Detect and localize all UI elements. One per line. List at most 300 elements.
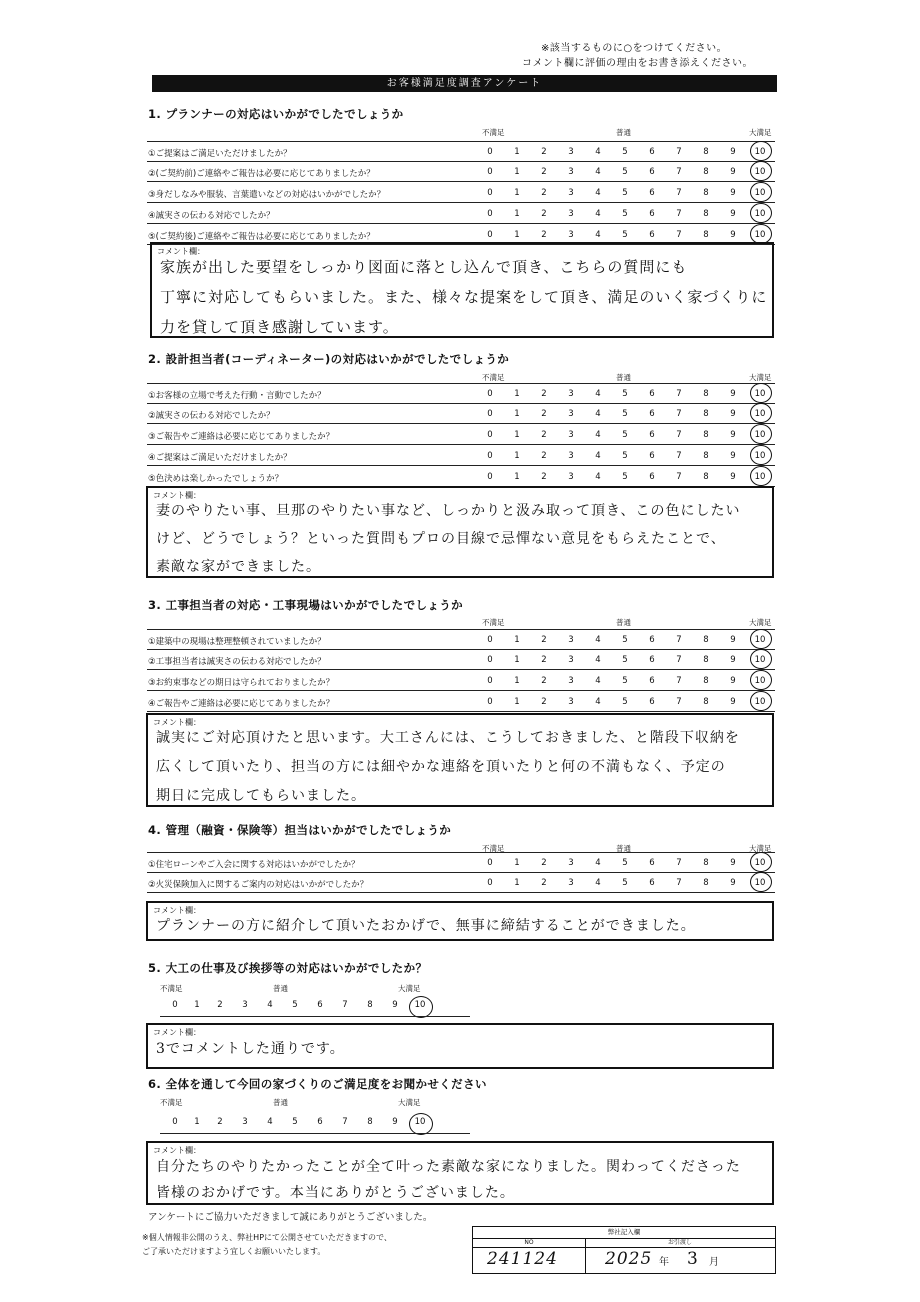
rating-option-10[interactable]: 10 (754, 697, 766, 707)
rating-option-6[interactable]: 6 (649, 188, 655, 198)
rating-option-6[interactable]: 6 (649, 389, 655, 399)
instruction-note-1: ※該当するものに○をつけてください。 (541, 43, 728, 54)
rating-option-10[interactable]: 10 (754, 230, 766, 240)
rating-option-3[interactable]: 3 (568, 697, 574, 707)
rating-option-8[interactable]: 8 (703, 878, 709, 888)
selected-rating-circle (750, 424, 772, 444)
section-title-2: 2. 設計担当者(コーディネーター)の対応はいかがでしたでしょうか (148, 352, 510, 366)
rating-option-10[interactable]: 10 (754, 430, 766, 440)
rating-option-7[interactable]: 7 (676, 635, 682, 645)
rating-option-6[interactable]: 6 (649, 409, 655, 419)
rating-option-5[interactable]: 5 (622, 635, 628, 645)
scale-low-label: 不満足 (482, 618, 505, 627)
comment-line: 素敵な家ができました。 (156, 559, 321, 575)
rating-option-4[interactable]: 4 (595, 188, 601, 198)
question-row (147, 671, 775, 691)
rating-option-8[interactable]: 8 (703, 188, 709, 198)
rating-option-2[interactable]: 2 (541, 697, 547, 707)
rating-option-9[interactable]: 9 (730, 472, 736, 482)
selected-rating-circle (750, 466, 772, 486)
question-row (147, 852, 775, 873)
rating-option-10[interactable]: 10 (754, 389, 766, 399)
question-text: ①お客様の立場で考えた行動・言動でしたか？ (148, 391, 326, 401)
rating-option-8[interactable]: 8 (703, 858, 709, 868)
survey-title-banner: お客様満足度調査アンケート (152, 75, 777, 92)
scale-line (160, 1016, 470, 1017)
rating-option-7[interactable]: 7 (676, 878, 682, 888)
rating-option-2[interactable]: 2 (541, 676, 547, 686)
scale-high-label: 大満足 (749, 844, 772, 853)
scale-low-label: 不満足 (160, 1098, 183, 1107)
rating-option-9[interactable]: 9 (730, 655, 736, 665)
rating-option-1[interactable]: 1 (514, 409, 520, 419)
rating-option-2[interactable]: 2 (541, 389, 547, 399)
comment-label: コメント欄： (153, 491, 201, 500)
question-row (147, 446, 775, 466)
rating-option-6[interactable]: 6 (649, 472, 655, 482)
rating-option-0[interactable]: 0 (487, 635, 493, 645)
question-row (147, 141, 775, 162)
rating-option-0[interactable]: 0 (487, 472, 493, 482)
rating-option-7[interactable]: 7 (676, 655, 682, 665)
rating-option-9[interactable]: 9 (730, 451, 736, 461)
rating-option-4[interactable]: 4 (595, 409, 601, 419)
section-title-6: 6. 全体を通して今回の家づくりのご満足度をお聞かせください (148, 1077, 487, 1091)
year-suffix: 年 (659, 1257, 669, 1268)
comment-box (146, 486, 774, 578)
scale-mid-label: 普通 (616, 373, 631, 382)
rating-option-1[interactable]: 1 (514, 230, 520, 240)
rating-option-9[interactable]: 9 (730, 409, 736, 419)
rating-option-5[interactable]: 5 (622, 451, 628, 461)
question-row (147, 650, 775, 670)
scale-high-label: 大満足 (749, 128, 772, 137)
rating-option-10[interactable]: 10 (754, 409, 766, 419)
rating-option-8[interactable]: 8 (703, 389, 709, 399)
rating-option-2[interactable]: 2 (541, 635, 547, 645)
rating-option-9[interactable]: 9 (730, 167, 736, 177)
selected-rating-circle (750, 629, 772, 649)
question-text: ②(ご契約前)ご連絡やご報告は必要に応じてありましたか？ (148, 169, 375, 179)
comment-line: 家族が出した要望をしっかり図面に落とし込んで頂き、こちらの質問にも (160, 258, 688, 276)
comment-line: 自分たちのやりたかったことが全て叶った素敵な家になりました。関わってくださった (156, 1159, 741, 1175)
question-text: ③身だしなみや服装、言葉遣いなどの対応はいかがでしたか？ (148, 190, 386, 200)
rating-option-7[interactable]: 7 (676, 409, 682, 419)
rating-option-1[interactable]: 1 (514, 451, 520, 461)
rating-option-0[interactable]: 0 (172, 1000, 178, 1010)
rating-option-6[interactable]: 6 (649, 697, 655, 707)
rating-option-0[interactable]: 0 (487, 167, 493, 177)
rating-option-4[interactable]: 4 (595, 167, 601, 177)
selected-rating-circle (409, 1113, 433, 1135)
scale-low-label: 不満足 (160, 984, 183, 993)
rating-option-4[interactable]: 4 (595, 147, 601, 157)
thanks-text: アンケートにご協力いただきまして誠にありがとうございました。 (148, 1212, 433, 1223)
handover-month: 3 (687, 1249, 699, 1269)
question-text: ③お約束事などの期日は守られておりましたか？ (148, 678, 335, 688)
rating-option-5[interactable]: 5 (622, 697, 628, 707)
rating-option-3[interactable]: 3 (568, 409, 574, 419)
question-row (147, 162, 775, 182)
rating-option-6[interactable]: 6 (649, 209, 655, 219)
rating-option-6[interactable]: 6 (649, 451, 655, 461)
rating-option-7[interactable]: 7 (676, 451, 682, 461)
rating-option-7[interactable]: 7 (676, 676, 682, 686)
rating-option-6[interactable]: 6 (649, 230, 655, 240)
rating-option-8[interactable]: 8 (703, 451, 709, 461)
rating-option-8[interactable]: 8 (703, 167, 709, 177)
comment-line: 3でコメントした通りです。 (156, 1041, 345, 1057)
rating-option-3[interactable]: 3 (568, 451, 574, 461)
question-text: ⑤色決めは楽しかったでしょうか？ (148, 474, 284, 484)
scale-high-label: 大満足 (749, 373, 772, 382)
rating-option-4[interactable]: 4 (595, 430, 601, 440)
rating-option-0[interactable]: 0 (487, 209, 493, 219)
rating-option-7[interactable]: 7 (342, 1117, 348, 1127)
rating-option-5[interactable]: 5 (622, 147, 628, 157)
rating-option-9[interactable]: 9 (730, 209, 736, 219)
scale-low-label: 不満足 (482, 128, 505, 137)
rating-option-7[interactable]: 7 (676, 858, 682, 868)
rating-option-8[interactable]: 8 (703, 635, 709, 645)
rating-option-0[interactable]: 0 (487, 188, 493, 198)
rating-option-3[interactable]: 3 (568, 472, 574, 482)
rating-option-9[interactable]: 9 (730, 635, 736, 645)
rating-option-6[interactable]: 6 (649, 167, 655, 177)
record-number: 241124 (487, 1249, 558, 1269)
rating-option-10[interactable]: 10 (754, 209, 766, 219)
rating-option-4[interactable]: 4 (595, 697, 601, 707)
rating-option-6[interactable]: 6 (649, 655, 655, 665)
rating-option-7[interactable]: 7 (676, 167, 682, 177)
rating-option-4[interactable]: 4 (595, 472, 601, 482)
scale-mid-label: 普通 (616, 618, 631, 627)
scale-line (160, 1133, 470, 1134)
rating-option-1[interactable]: 1 (514, 389, 520, 399)
rating-option-8[interactable]: 8 (703, 430, 709, 440)
rating-option-4[interactable]: 4 (595, 389, 601, 399)
rating-option-5[interactable]: 5 (622, 389, 628, 399)
rating-option-1[interactable]: 1 (514, 167, 520, 177)
rating-option-3[interactable]: 3 (568, 188, 574, 198)
office-use-box (472, 1226, 776, 1274)
rating-option-0[interactable]: 0 (487, 409, 493, 419)
comment-line: 丁寧に対応してもらいました。また、様々な提案をして頂き、満足のいく家づくりに (160, 288, 768, 306)
rating-option-1[interactable]: 1 (514, 635, 520, 645)
rating-option-1[interactable]: 1 (514, 655, 520, 665)
scale-mid-label: 普通 (273, 1098, 288, 1107)
rating-option-9[interactable]: 9 (730, 676, 736, 686)
rating-option-6[interactable]: 6 (649, 676, 655, 686)
section-title-5: 5. 大工の仕事及び挨拶等の対応はいかがでしたか？ (148, 961, 428, 975)
rating-option-9[interactable]: 9 (730, 430, 736, 440)
rating-option-1[interactable]: 1 (514, 878, 520, 888)
instruction-note-2: コメント欄に評価の理由をお書き添えください。 (522, 58, 753, 69)
question-text: ③ご報告やご連絡は必要に応じてありましたか？ (148, 432, 335, 442)
rating-option-8[interactable]: 8 (703, 209, 709, 219)
comment-label: コメント欄： (153, 906, 201, 915)
rating-option-0[interactable]: 0 (487, 389, 493, 399)
rating-option-0[interactable]: 0 (487, 878, 493, 888)
rating-option-9[interactable]: 9 (730, 858, 736, 868)
rating-option-2[interactable]: 2 (541, 430, 547, 440)
question-text: ④ご報告やご連絡は必要に応じてありましたか？ (148, 699, 335, 709)
rating-option-4[interactable]: 4 (267, 1000, 273, 1010)
rating-option-2[interactable]: 2 (541, 858, 547, 868)
scale-low-label: 不満足 (482, 373, 505, 382)
rating-option-10[interactable]: 10 (754, 188, 766, 198)
rating-option-9[interactable]: 9 (730, 230, 736, 240)
rating-option-0[interactable]: 0 (487, 655, 493, 665)
rating-option-8[interactable]: 8 (703, 655, 709, 665)
rating-option-7[interactable]: 7 (342, 1000, 348, 1010)
selected-rating-circle (750, 649, 772, 669)
rating-option-9[interactable]: 9 (730, 697, 736, 707)
rating-option-10[interactable]: 10 (754, 676, 766, 686)
rating-option-3[interactable]: 3 (242, 1117, 248, 1127)
rating-option-4[interactable]: 4 (595, 230, 601, 240)
rating-option-0[interactable]: 0 (487, 147, 493, 157)
rating-option-10[interactable]: 10 (754, 635, 766, 645)
rating-option-9[interactable]: 9 (392, 1000, 398, 1010)
scale-high-label: 大満足 (398, 1098, 421, 1107)
rating-option-5[interactable]: 5 (622, 409, 628, 419)
rating-option-10[interactable]: 10 (414, 1117, 426, 1127)
rating-option-8[interactable]: 8 (367, 1000, 373, 1010)
rating-option-0[interactable]: 0 (172, 1117, 178, 1127)
handover-year: 2025 (605, 1249, 653, 1269)
rating-option-3[interactable]: 3 (242, 1000, 248, 1010)
rating-option-1[interactable]: 1 (514, 188, 520, 198)
rating-option-5[interactable]: 5 (622, 878, 628, 888)
rating-option-1[interactable]: 1 (514, 472, 520, 482)
rating-option-5[interactable]: 5 (292, 1000, 298, 1010)
rating-option-10[interactable]: 10 (754, 167, 766, 177)
section-title-4: 4. 管理（融資・保険等）担当はいかがでしたでしょうか (148, 823, 452, 837)
selected-rating-circle (750, 224, 772, 244)
rating-option-5[interactable]: 5 (292, 1117, 298, 1127)
rating-option-1[interactable]: 1 (514, 858, 520, 868)
rating-option-3[interactable]: 3 (568, 878, 574, 888)
rating-option-6[interactable]: 6 (649, 430, 655, 440)
rating-option-7[interactable]: 7 (676, 472, 682, 482)
rating-option-6[interactable]: 6 (649, 147, 655, 157)
rating-option-2[interactable]: 2 (541, 167, 547, 177)
rating-option-8[interactable]: 8 (703, 697, 709, 707)
rating-option-4[interactable]: 4 (595, 209, 601, 219)
rating-option-8[interactable]: 8 (703, 676, 709, 686)
rating-option-2[interactable]: 2 (541, 472, 547, 482)
rating-option-2[interactable]: 2 (541, 188, 547, 198)
rating-option-4[interactable]: 4 (595, 451, 601, 461)
rating-option-7[interactable]: 7 (676, 389, 682, 399)
question-row (147, 183, 775, 203)
question-row (147, 629, 775, 650)
rating-option-3[interactable]: 3 (568, 655, 574, 665)
rating-option-1[interactable]: 1 (514, 430, 520, 440)
rating-option-5[interactable]: 5 (622, 167, 628, 177)
rating-option-5[interactable]: 5 (622, 430, 628, 440)
rating-option-0[interactable]: 0 (487, 430, 493, 440)
selected-rating-circle (409, 996, 433, 1018)
privacy-note-1: ※個人情報非公開のうえ、弊社HPにて公開させていただきますので、 (142, 1233, 392, 1242)
handover-label: お引渡し (585, 1238, 775, 1248)
comment-box (146, 901, 774, 941)
rating-option-6[interactable]: 6 (649, 858, 655, 868)
rating-option-7[interactable]: 7 (676, 230, 682, 240)
rating-option-8[interactable]: 8 (703, 409, 709, 419)
rating-option-2[interactable]: 2 (217, 1117, 223, 1127)
comment-label: コメント欄： (153, 718, 201, 727)
question-row (147, 873, 775, 893)
question-text: ②誠実さの伝わる対応でしたか？ (148, 411, 275, 421)
office-use-header: 弊社記入欄 (473, 1227, 775, 1239)
rating-option-1[interactable]: 1 (514, 697, 520, 707)
rating-option-3[interactable]: 3 (568, 676, 574, 686)
rating-option-10[interactable]: 10 (754, 878, 766, 888)
rating-option-3[interactable]: 3 (568, 635, 574, 645)
selected-rating-circle (750, 383, 772, 403)
rating-option-5[interactable]: 5 (622, 655, 628, 665)
rating-option-9[interactable]: 9 (730, 878, 736, 888)
rating-option-10[interactable]: 10 (754, 451, 766, 461)
rating-option-9[interactable]: 9 (392, 1117, 398, 1127)
rating-option-1[interactable]: 1 (514, 676, 520, 686)
question-text: ①住宅ローンやご入会に関する対応はいかがでしたか？ (148, 860, 360, 870)
privacy-note-2: ご了承いただけますよう宜しくお願いいたします。 (142, 1247, 326, 1256)
rating-option-2[interactable]: 2 (541, 451, 547, 461)
rating-option-9[interactable]: 9 (730, 188, 736, 198)
rating-option-6[interactable]: 6 (317, 1117, 323, 1127)
rating-option-2[interactable]: 2 (217, 1000, 223, 1010)
rating-option-5[interactable]: 5 (622, 676, 628, 686)
comment-label: コメント欄： (157, 247, 205, 256)
rating-option-0[interactable]: 0 (487, 697, 493, 707)
scale-high-label: 大満足 (749, 618, 772, 627)
selected-rating-circle (750, 182, 772, 202)
comment-line: 広くして頂いたり、担当の方には細やかな連絡を頂いたりと何の不満もなく、予定の (156, 759, 726, 775)
scale-mid-label: 普通 (616, 128, 631, 137)
question-text: ⑤(ご契約後)ご連絡やご報告は必要に応じてありましたか？ (148, 232, 375, 242)
rating-option-2[interactable]: 2 (541, 147, 547, 157)
rating-option-2[interactable]: 2 (541, 409, 547, 419)
question-row (147, 467, 775, 487)
rating-option-1[interactable]: 1 (514, 209, 520, 219)
section-title-1: 1. プランナーの対応はいかがでしたでしょうか (148, 107, 404, 121)
rating-option-10[interactable]: 10 (754, 655, 766, 665)
scale-mid-label: 普通 (616, 844, 631, 853)
rating-option-5[interactable]: 5 (622, 230, 628, 240)
rating-option-1[interactable]: 1 (514, 147, 520, 157)
rating-option-6[interactable]: 6 (649, 635, 655, 645)
comment-box (146, 1023, 774, 1069)
rating-option-5[interactable]: 5 (622, 188, 628, 198)
rating-option-7[interactable]: 7 (676, 430, 682, 440)
rating-option-10[interactable]: 10 (414, 1000, 426, 1010)
selected-rating-circle (750, 161, 772, 181)
question-text: ②工事担当者は誠実さの伝わる対応でしたか？ (148, 657, 326, 667)
rating-option-3[interactable]: 3 (568, 209, 574, 219)
question-text: ①建築中の現場は整理整頓されていましたか？ (148, 637, 326, 647)
rating-option-7[interactable]: 7 (676, 188, 682, 198)
question-text: ②火災保険加入に関するご案内の対応はいかがでしたか？ (148, 880, 369, 890)
rating-option-10[interactable]: 10 (754, 858, 766, 868)
question-text: ④ご提案はご満足いただけましたか？ (148, 453, 292, 463)
rating-option-2[interactable]: 2 (541, 209, 547, 219)
scale-mid-label: 普通 (273, 984, 288, 993)
comment-line: 誠実にご対応頂けたと思います。大工さんには、こうしておきました、と階段下収納を (156, 730, 740, 746)
rating-option-0[interactable]: 0 (487, 451, 493, 461)
comment-line: 妻のやりたい事、旦那のやりたい事など、しっかりと汲み取って頂き、この色にしたい (156, 503, 741, 519)
rating-option-7[interactable]: 7 (676, 697, 682, 707)
rating-option-1[interactable]: 1 (194, 1117, 200, 1127)
rating-option-10[interactable]: 10 (754, 147, 766, 157)
question-row (147, 692, 775, 712)
rating-option-8[interactable]: 8 (703, 147, 709, 157)
rating-option-6[interactable]: 6 (317, 1000, 323, 1010)
question-text: ①ご提案はご満足いただけましたか？ (148, 149, 292, 159)
rating-option-8[interactable]: 8 (703, 472, 709, 482)
rating-option-5[interactable]: 5 (622, 209, 628, 219)
month-suffix: 月 (709, 1257, 719, 1268)
rating-option-2[interactable]: 2 (541, 655, 547, 665)
rating-option-9[interactable]: 9 (730, 389, 736, 399)
selected-rating-circle (750, 141, 772, 161)
question-row (147, 204, 775, 224)
comment-line: 力を貸して頂き感謝しています。 (160, 318, 399, 336)
selected-rating-circle (750, 691, 772, 711)
rating-option-2[interactable]: 2 (541, 878, 547, 888)
selected-rating-circle (750, 403, 772, 423)
rating-option-8[interactable]: 8 (703, 230, 709, 240)
rating-option-3[interactable]: 3 (568, 167, 574, 177)
rating-option-10[interactable]: 10 (754, 472, 766, 482)
rating-option-3[interactable]: 3 (568, 147, 574, 157)
section-title-3: 3. 工事担当者の対応・工事現場はいかがでしたでしょうか (148, 598, 464, 612)
rating-option-3[interactable]: 3 (568, 858, 574, 868)
selected-rating-circle (750, 872, 772, 892)
scale-low-label: 不満足 (482, 844, 505, 853)
rating-option-4[interactable]: 4 (267, 1117, 273, 1127)
rating-option-7[interactable]: 7 (676, 147, 682, 157)
rating-option-2[interactable]: 2 (541, 230, 547, 240)
comment-label: コメント欄： (153, 1028, 201, 1037)
comment-box (146, 1141, 774, 1205)
rating-option-3[interactable]: 3 (568, 230, 574, 240)
rating-option-0[interactable]: 0 (487, 858, 493, 868)
rating-option-4[interactable]: 4 (595, 655, 601, 665)
rating-option-4[interactable]: 4 (595, 878, 601, 888)
rating-option-4[interactable]: 4 (595, 635, 601, 645)
rating-option-4[interactable]: 4 (595, 676, 601, 686)
rating-option-9[interactable]: 9 (730, 147, 736, 157)
rating-option-6[interactable]: 6 (649, 878, 655, 888)
rating-option-0[interactable]: 0 (487, 676, 493, 686)
rating-option-3[interactable]: 3 (568, 389, 574, 399)
selected-rating-circle (750, 670, 772, 690)
rating-option-7[interactable]: 7 (676, 209, 682, 219)
rating-option-3[interactable]: 3 (568, 430, 574, 440)
rating-option-8[interactable]: 8 (367, 1117, 373, 1127)
scale-high-label: 大満足 (398, 984, 421, 993)
comment-line: 期日に完成してもらいました。 (156, 788, 366, 804)
comment-box (150, 242, 774, 338)
rating-option-1[interactable]: 1 (194, 1000, 200, 1010)
rating-option-5[interactable]: 5 (622, 858, 628, 868)
rating-option-4[interactable]: 4 (595, 858, 601, 868)
rating-option-0[interactable]: 0 (487, 230, 493, 240)
rating-option-5[interactable]: 5 (622, 472, 628, 482)
